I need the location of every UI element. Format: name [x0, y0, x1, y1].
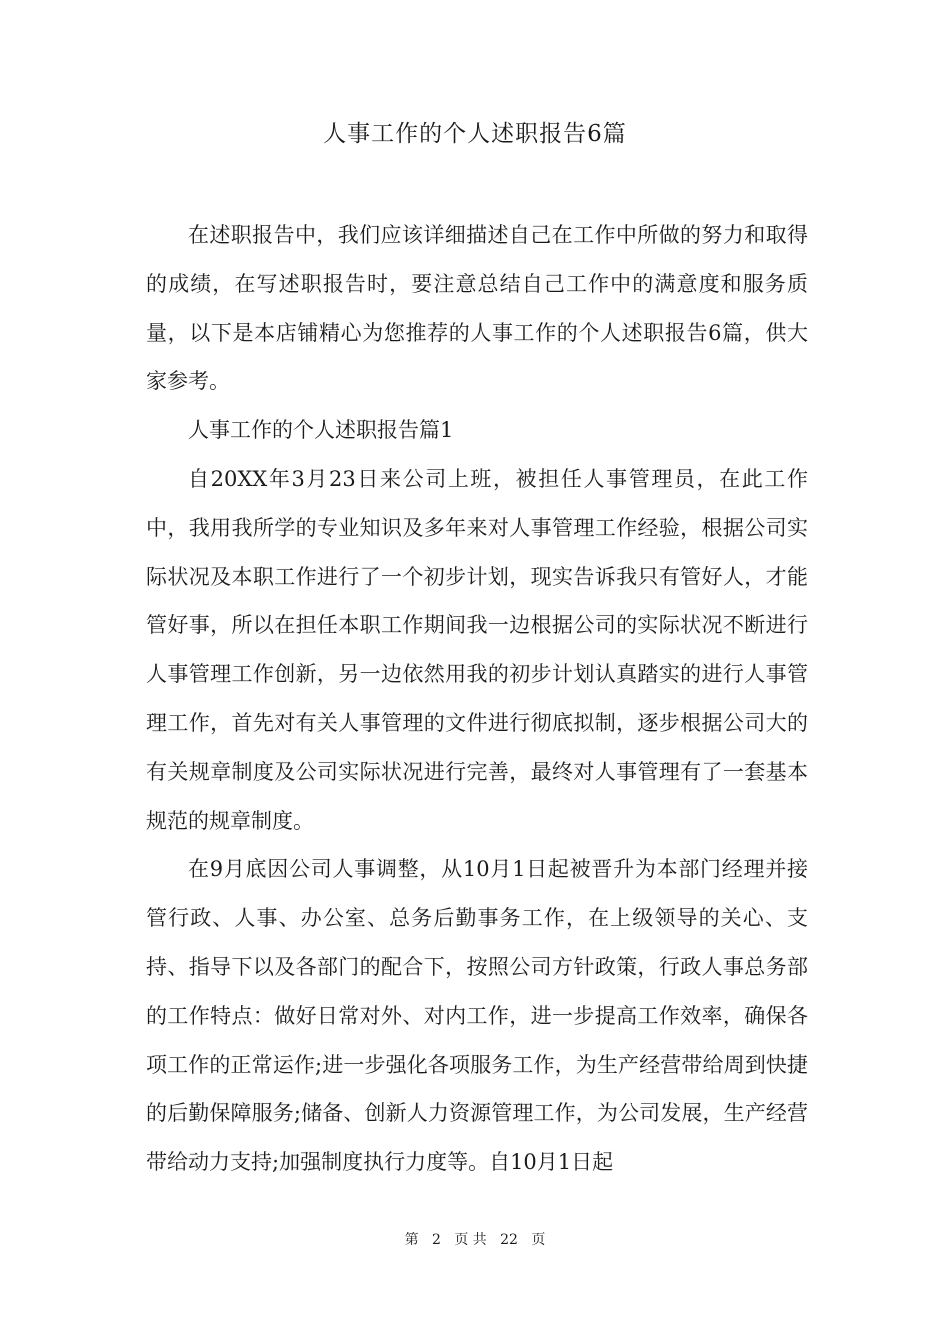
document-title: 人事工作的个人述职报告6篇 [323, 121, 627, 147]
body-paragraph-1: 自20XX年3月23日来公司上班，被担任人事管理员，在此工作中，我用我所学的专业知识及多年来对人事管理工作经验，根据公司实际状况及本职工作进行了一个初步计划，现实告诉我只有管好人，才能管好事，所以在担任本职工作期间我一边根据公司的实际状况不断进行人事管理工作创新，另一边依然用我的初步计划认真踏实的进行人事管理工作，首先对有关人事管理的文件进行彻底拟制，逐步根据公司大的有关规章制度及公司实际状况进行完善，最终对人事管理有了一套基本规范的规章制度。 [146, 466, 808, 833]
document-body [146, 211, 808, 1187]
page-footer [0, 1230, 950, 1250]
body-paragraph-2: 在9月底因公司人事调整，从10月1日起被晋升为本部门经理并接管行政、人事、办公室、总务后勤事务工作，在上级领导的关心、支持、指导下以及各部门的配合下，按照公司方针政策，行政人事总务部的工作特点：做好日常对外、对内工作，进一步提高工作效率，确保各项工作的正常运作;进一步强化各项服务工作，为生产经营带给周到快捷的后勤保障服务;储备、创新人力资源管理工作，为公司发展，生产经营带给动力支持;加强制度执行力度等。自10月1日起 [146, 857, 808, 1175]
footer-suffix: 页 [531, 1232, 546, 1248]
footer-current-page: 2 [432, 1232, 441, 1248]
footer-total-pages: 22 [500, 1232, 518, 1248]
section-heading: 人事工作的个人述职报告篇1 [188, 418, 454, 443]
footer-middle: 页 共 [454, 1232, 487, 1248]
intro-paragraph: 在述职报告中，我们应该详细描述自己在工作中所做的努力和取得的成绩，在写述职报告时，要注意总结自己工作中的满意度和服务质量，以下是本店铺精心为您推荐的人事工作的个人述职报告6篇，供大家参考。 [146, 223, 808, 394]
footer-prefix: 第 [404, 1232, 419, 1248]
